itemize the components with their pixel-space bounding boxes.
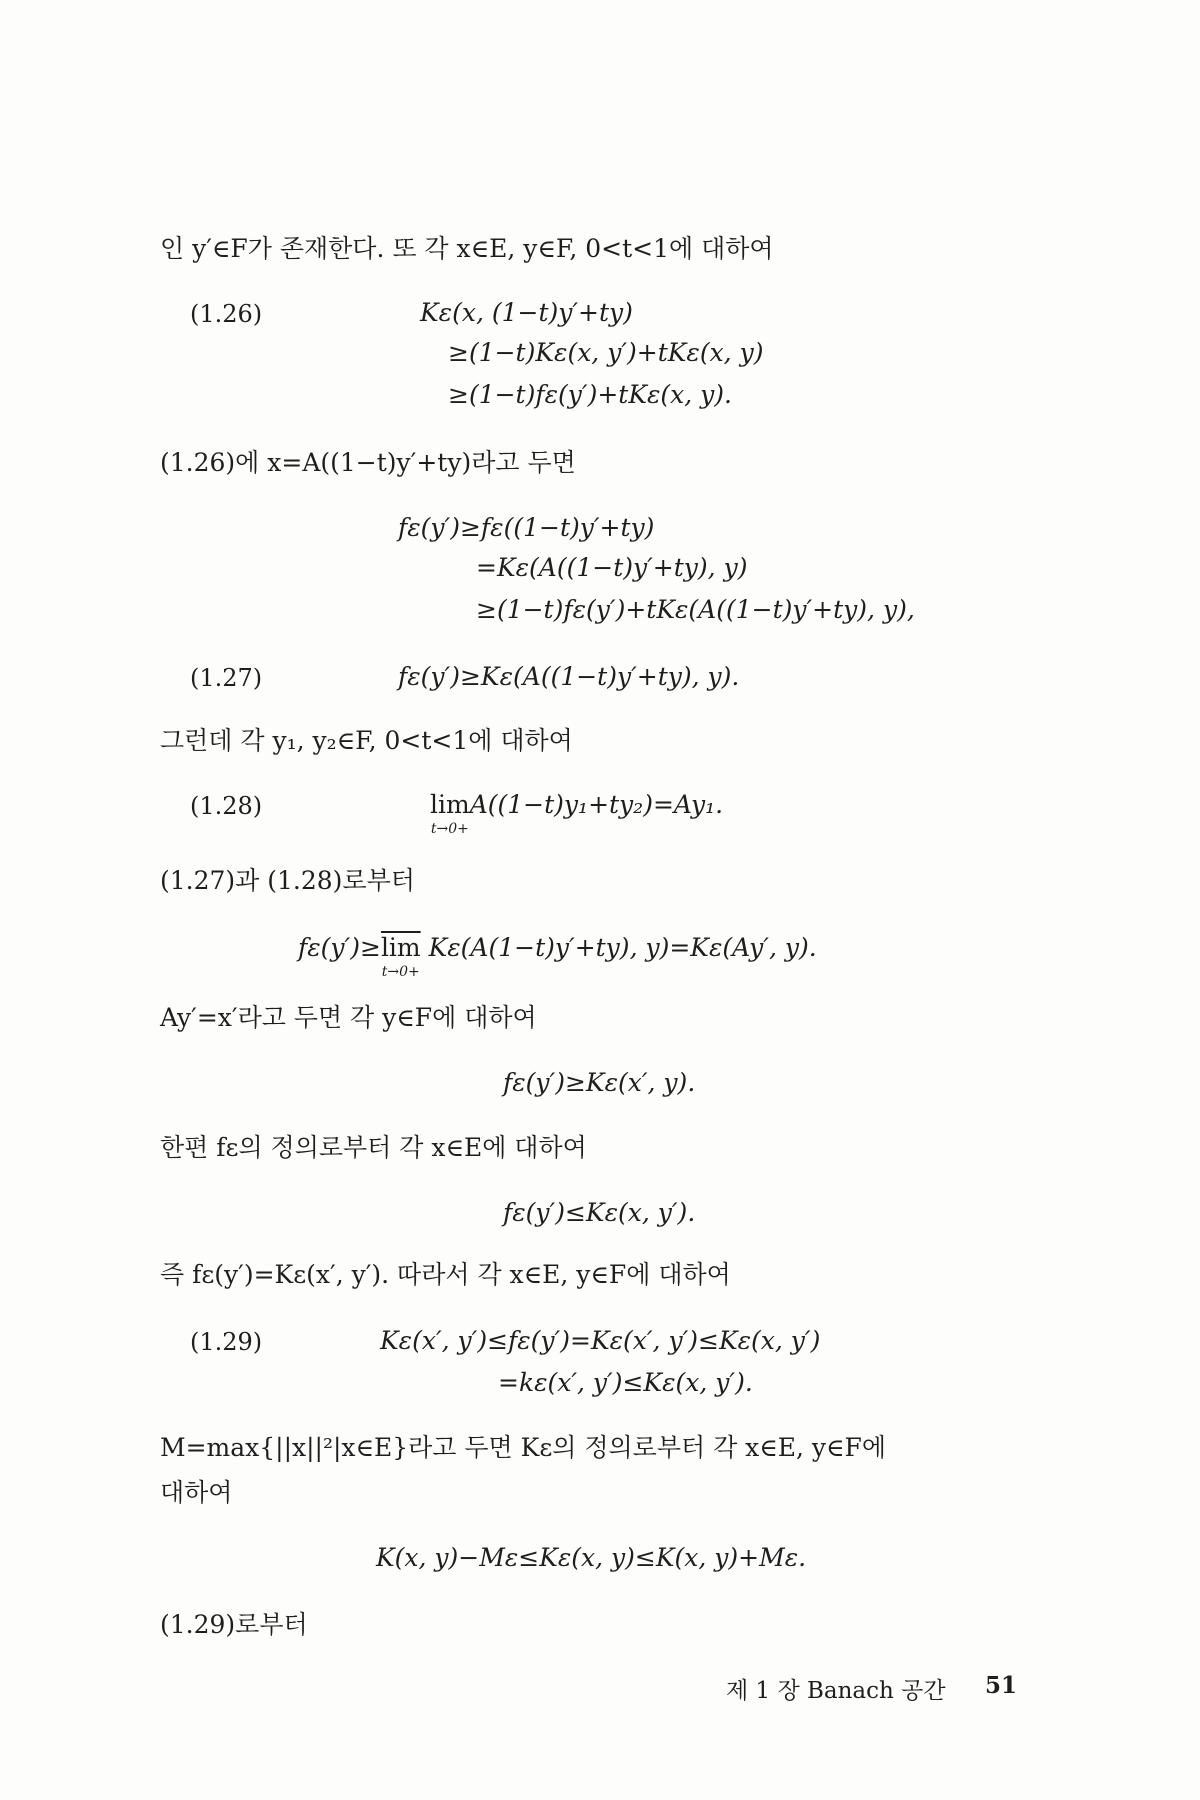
limit-result-left: fε(y′)≥ (298, 933, 381, 962)
equation-bound: K(x, y)−Mε≤Kε(x, y)≤K(x, y)+Mε. (376, 1543, 807, 1572)
equation-number-1-28: (1.28) (190, 792, 263, 820)
equation-limit-result (298, 933, 817, 980)
equation-number-1-27: (1.27) (190, 664, 263, 692)
equation-1-26-line-2: ≥(1−t)Kε(x, y′)+tKε(x, y) (448, 338, 764, 367)
equation-number-1-26: (1.26) (190, 300, 263, 328)
text-line-9: 대하여 (160, 1478, 233, 1507)
derivation-line-3: ≥(1−t)fε(y′)+tKε(A((1−t)y′+ty), y), (476, 595, 915, 624)
equation-1-26-line-1: Kε(x, (1−t)y′+ty) (420, 298, 633, 327)
derivation-line-2: =Kε(A((1−t)y′+ty), y) (476, 553, 748, 582)
equation-1-28-body: A((1−t)y₁+ty₂)=Ay₁. (469, 790, 724, 819)
equation-inequality-1: fε(y′)≥Kε(x′, y). (503, 1068, 696, 1097)
equation-1-29-line-1: Kε(x′, y′)≤fε(y′)=Kε(x′, y′)≤Kε(x, y′) (380, 1326, 821, 1355)
equation-1-28 (430, 790, 724, 837)
limsup-operator: $\overline{lim}$ t→0+ (380, 933, 421, 980)
text-line-8: M=max{||x||²|x∈E}라고 두면 Kε의 정의로부터 각 x∈E, y∈F에 (160, 1433, 887, 1462)
text-line-10: (1.29)로부터 (160, 1610, 308, 1639)
limsup-subscript: t→0+ (381, 964, 420, 980)
text-line-7: 즉 fε(y′)=Kε(x′, y′). 따라서 각 x∈E, y∈F에 대하여 (160, 1260, 731, 1289)
limit-operator: lim t→0+ (430, 790, 470, 837)
text-line-5: Ay′=x′라고 두면 각 y∈F에 대하여 (160, 1003, 537, 1032)
derivation-line-1: fε(y′)≥fε((1−t)y′+ty) (398, 513, 655, 542)
equation-1-27: fε(y′)≥Kε(A((1−t)y′+ty), y). (398, 662, 740, 691)
equation-1-29-line-2: =kε(x′, y′)≤Kε(x, y′). (498, 1368, 753, 1397)
equation-number-1-29: (1.29) (190, 1328, 263, 1356)
text-line-4: (1.27)과 (1.28)로부터 (160, 866, 415, 895)
equation-inequality-2: fε(y′)≤Kε(x, y′). (503, 1198, 696, 1227)
footer-chapter-title: 제 1 장 Banach 공간 (726, 1678, 946, 1704)
equation-1-26-line-3: ≥(1−t)fε(y′)+tKε(x, y). (448, 380, 732, 409)
text-line-6: 한편 fε의 정의로부터 각 x∈E에 대하여 (160, 1133, 587, 1162)
limit-subscript: t→0+ (430, 821, 469, 837)
footer-page-number: 51 (985, 1672, 1018, 1699)
text-line-3: 그런데 각 y₁, y₂∈F, 0<t<1에 대하여 (160, 726, 573, 755)
limit-result-right: Kε(A(1−t)y′+ty), y)=Kε(Ay′, y). (420, 933, 817, 962)
text-line-2: (1.26)에 x=A((1−t)y′+ty)라고 두면 (160, 448, 576, 477)
text-line-1: 인 y′∈F가 존재한다. 또 각 x∈E, y∈F, 0<t<1에 대하여 (160, 234, 774, 263)
